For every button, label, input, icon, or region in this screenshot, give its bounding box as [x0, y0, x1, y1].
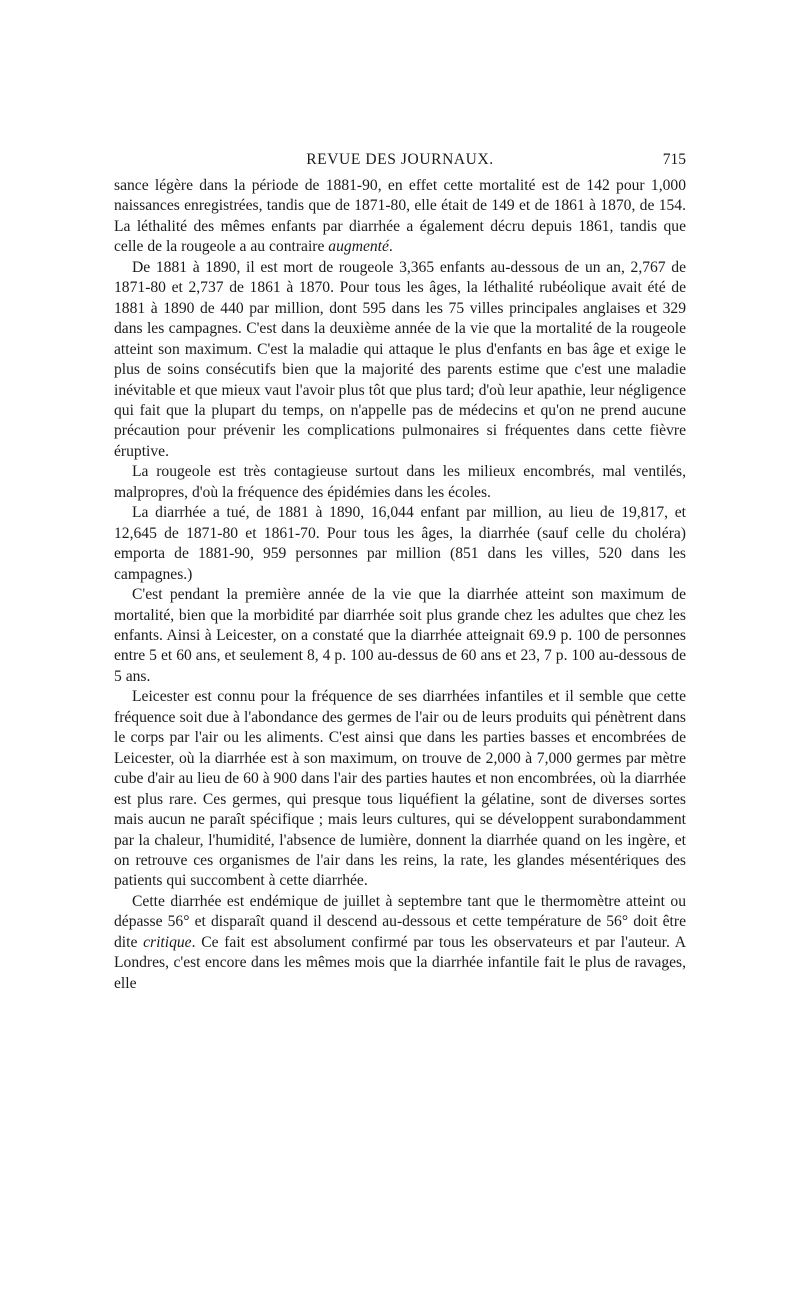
running-head: REVUE DES JOURNAUX. [306, 151, 494, 168]
paragraph-7 [114, 892, 686, 994]
italic-text-segment: critique [143, 933, 192, 951]
paragraph-1 [114, 176, 686, 258]
italic-text-segment: augmenté [328, 238, 389, 256]
page-header [114, 148, 686, 176]
paragraph-3 [114, 462, 686, 503]
paragraph-6 [114, 687, 686, 892]
text-segment: La diarrhée a tué, de 1881 à 1890, 16,044 enfant par million, au lieu de 19,817, et 12,645 de 1871-80 et 1861-70. Pour tous les âges, la diarrhée (sauf celle du choléra) emporta de 1881-90, 959 personnes par million (851 dans les villes, 520 dans les campagnes.) [114, 504, 686, 583]
journal-page [114, 148, 686, 994]
body-text [114, 176, 686, 994]
text-segment: La rougeole est très contagieuse surtout dans les milieux encombrés, mal ventilés, malpropres, d'où la fréquence des épidémies dans les écoles. [114, 463, 686, 501]
text-segment: Cette diarrhée est endémique de juillet à septembre tant que le thermomètre atteint ou dépasse 56° et disparaît quand il descend au-dessous et cette température de 56° doit être dite [114, 892, 686, 951]
paragraph-5 [114, 585, 686, 687]
text-segment: De 1881 à 1890, il est mort de rougeole 3,365 enfants au-dessous de un an, 2,767 de 1871-80 et 2,737 de 1861 à 1870. Pour tous les âges, la léthalité rubéolique avait été de 1881 à 1890 de 440 par million, dont 595 dans les 75 villes principales anglaises et 329 dans les campagnes. C'est dans la deuxième année de la vie que la mortalité de la rougeole atteint son maximum. C'est la maladie qui attaque le plus d'enfants en bas âge et exige le plus de soins consécutifs bien que la majorité des parents estime que c'est une maladie inévitable et que mieux vaut l'avoir plus tôt que plus tard; d'où leur apathie, leur négligence qui fait que la plupart du temps, on n'appelle pas de médecins et qu'on ne prend aucune précaution pour prévenir les complications pulmonaires si fréquentes dans cette fièvre éruptive. [114, 258, 686, 460]
text-segment: Leicester est connu pour la fréquence de ses diarrhées infantiles et il semble que cette fréquence soit due à l'abondance des germes de l'air ou de leurs produits qui pénètrent dans le corps par l'air ou les aliments. C'est ainsi que dans les parties basses et encombrées de Leicester, où la diarrhée est à son maximum, on trouve de 2,000 à 7,000 germes par mètre cube d'air au lieu de 60 à 900 dans l'air des parties hautes et non encombrées, où la diarrhée est plus rare. Ces germes, qui presque tous liquéfient la gélatine, sont de diverses sortes mais aucun ne paraît spécifique ; mais leurs cultures, qui se développent surabondamment par la chaleur, l'humidité, l'absence de lumière, donnent la diarrhée quand on les ingère, et on retrouve ces organismes de l'air dans les reins, la rate, les glandes mésentériques des patients qui succombent à cette diarrhée. [114, 688, 686, 890]
text-segment: C'est pendant la première année de la vie que la diarrhée atteint son maximum de mortalité, bien que la morbidité par diarrhée soit plus grande chez les adultes que chez les enfants. Ainsi à Leicester, on a constaté que la diarrhée atteignait 69.9 p. 100 de personnes entre 5 et 60 ans, et seulement 8, 4 p. 100 au-dessus de 60 ans et 23, 7 p. 100 au-dessous de 5 ans. [114, 586, 686, 685]
paragraph-2 [114, 258, 686, 463]
page-number: 715 [662, 151, 686, 168]
text-segment: . [388, 238, 393, 256]
text-segment: . Ce fait est absolument confirmé par tous les observateurs et par l'auteur. A Londres, c'est encore dans les mêmes mois que la diarrhée infantile fait le plus de ravages, elle [114, 933, 686, 992]
text-segment: sance légère dans la période de 1881-90, en effet cette mortalité est de 142 pour 1,000 naissances enregistrées, tandis que de 1871-80, elle était de 149 et de 1861 à 1870, de 154. La léthalité des mêmes enfants par diarrhée a également décru depuis 1861, tandis que celle de la rougeole a au contraire [114, 177, 686, 256]
paragraph-4 [114, 503, 686, 585]
